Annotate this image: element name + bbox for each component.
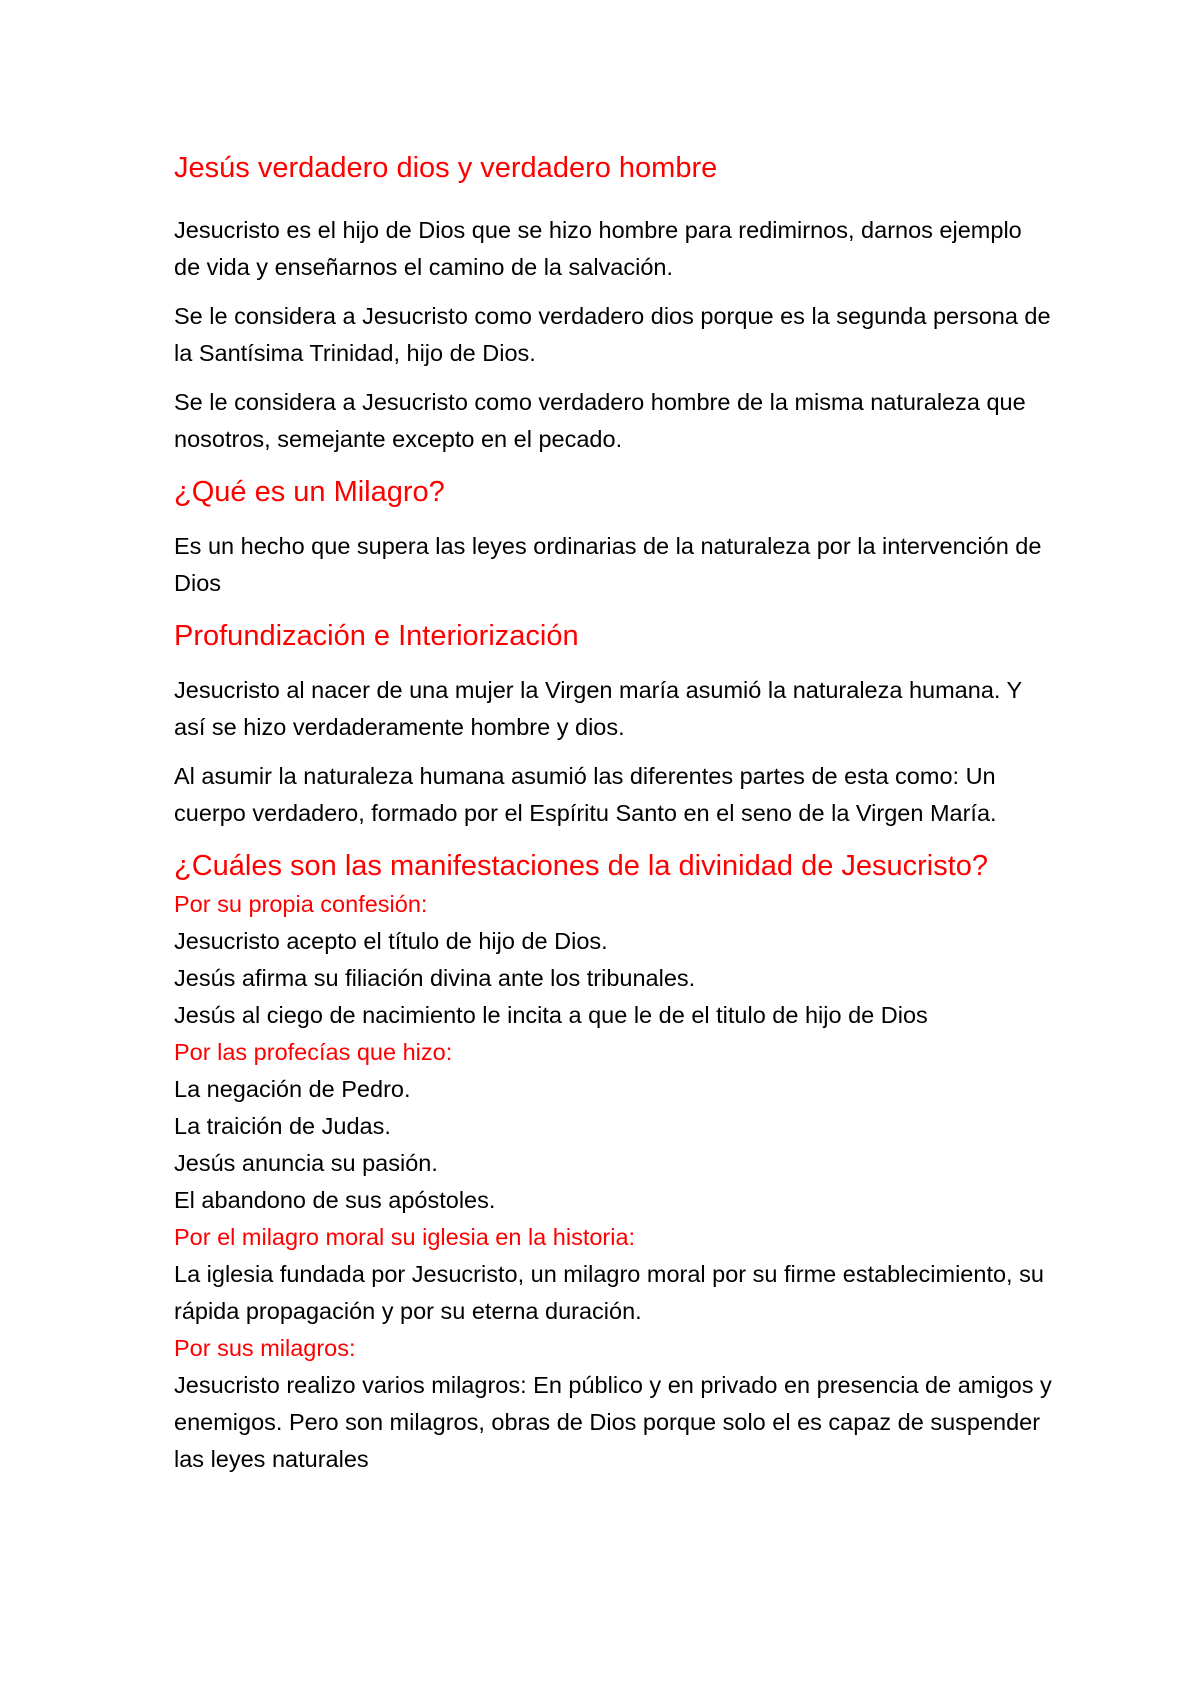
heading-profundizacion: Profundización e Interiorización — [174, 620, 579, 652]
subheading-milagro-moral: Por el milagro moral su iglesia en la historia: — [174, 1224, 636, 1250]
subheading-propia-confesion: Por su propia confesión: — [174, 891, 428, 917]
heading-que-es-milagro: ¿Qué es un Milagro? — [174, 476, 445, 508]
list-item: La negación de Pedro. — [174, 1076, 411, 1102]
list-item: Jesús afirma su filiación divina ante los tribunales. — [174, 965, 696, 991]
list-item: El abandono de sus apóstoles. — [174, 1187, 496, 1213]
list-item: La iglesia fundada por Jesucristo, un milagro moral por su firme establecimiento, su rápida propagación y por su eterna duración. — [174, 1261, 1044, 1324]
paragraph-verdadero-dios: Se le considera a Jesucristo como verdadero dios porque es la segunda persona de la Santísima Trinidad, hijo de Dios. — [174, 303, 1051, 366]
paragraph-verdadero-hombre: Se le considera a Jesucristo como verdadero hombre de la misma naturaleza que nosotros, semejante excepto en el pecado. — [174, 389, 1026, 452]
heading-manifestaciones: ¿Cuáles son las manifestaciones de la divinidad de Jesucristo? — [174, 850, 989, 882]
list-item: La traición de Judas. — [174, 1113, 391, 1139]
document-page — [174, 148, 1054, 1478]
subheading-sus-milagros: Por sus milagros: — [174, 1335, 356, 1361]
list-item: Jesús al ciego de nacimiento le incita a que le de el titulo de hijo de Dios — [174, 1002, 928, 1028]
list-item: Jesucristo acepto el título de hijo de Dios. — [174, 928, 608, 954]
heading-jesus-verdadero: Jesús verdadero dios y verdadero hombre — [174, 152, 718, 184]
subheading-profecias: Por las profecías que hizo: — [174, 1039, 453, 1065]
paragraph-milagro-definicion: Es un hecho que supera las leyes ordinarias de la naturaleza por la intervención de Dios — [174, 533, 1042, 596]
paragraph-virgen-maria: Jesucristo al nacer de una mujer la Virgen maría asumió la naturaleza humana. Y así se hizo verdaderamente hombre y dios. — [174, 677, 1022, 740]
list-item: Jesús anuncia su pasión. — [174, 1150, 438, 1176]
paragraph-jesucristo-hijo: Jesucristo es el hijo de Dios que se hizo hombre para redimirnos, darnos ejemplo de vida y enseñarnos el camino de la salvación. — [174, 217, 1022, 280]
list-item: Jesucristo realizo varios milagros: En público y en privado en presencia de amigos y enemigos. Pero son milagros, obras de Dios porque solo el es capaz de suspender las leyes naturales — [174, 1372, 1052, 1472]
paragraph-naturaleza-humana: Al asumir la naturaleza humana asumió las diferentes partes de esta como: Un cuerpo verdadero, formado por el Espíritu Santo en el seno de la Virgen María. — [174, 763, 997, 826]
